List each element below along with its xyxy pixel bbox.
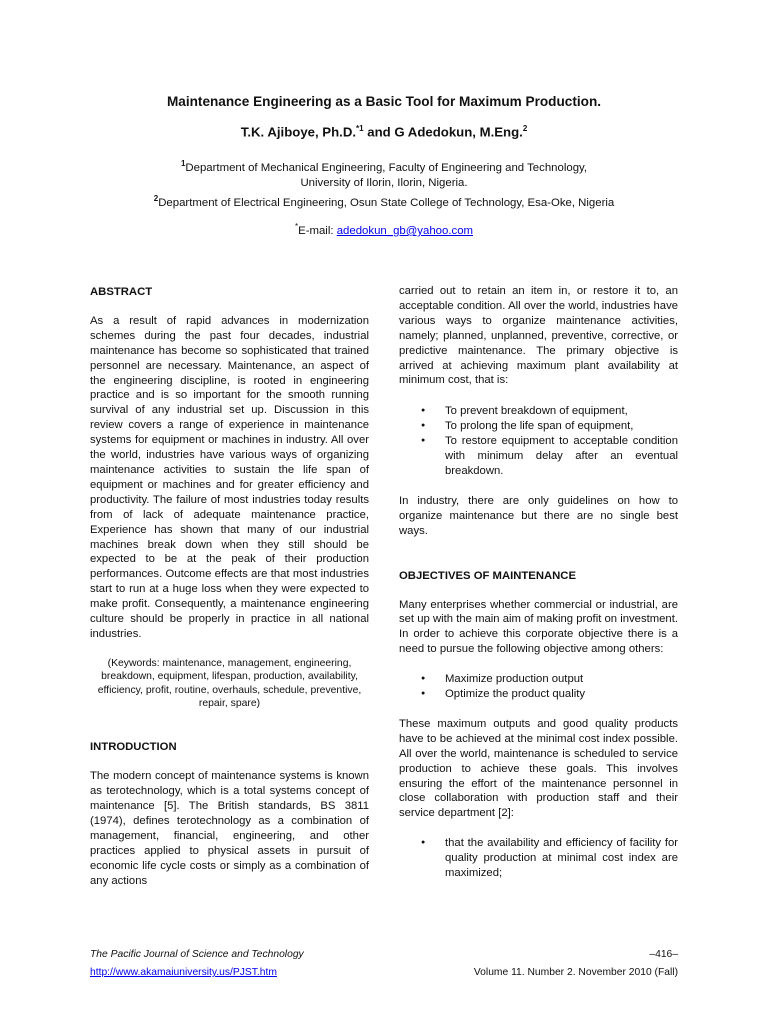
abstract-heading: ABSTRACT xyxy=(90,286,153,298)
list-item: ● Maximize production output xyxy=(399,672,678,687)
right-column xyxy=(399,284,678,881)
author-2-superscript: 2 xyxy=(522,124,528,133)
affiliation-1-line-1: Department of Mechanical Engineering, Faculty of Engineering and Technology, xyxy=(185,161,588,174)
page-number: –416– xyxy=(649,949,678,960)
affiliation-1-line-2: University of Ilorin, Ilorin, Nigeria. xyxy=(300,176,468,189)
affiliation-1-number: 1 xyxy=(180,159,186,168)
affiliation-1 xyxy=(0,156,768,191)
affiliation-2 xyxy=(0,191,768,211)
footer-left xyxy=(90,946,304,982)
author-2-name: G Adedokun, M.Eng. xyxy=(394,124,523,140)
continued-text: carried out to retain an item in, or restore it to, an acceptable condition. All over the world, industries have various ways to organize maintenance activities, namely; planned, unplanned, preventive, corrective, or predictive maintenance. The primary objective is arrived at achieving maximum plant availability at minimum cost, that is: xyxy=(399,285,678,387)
volume-info: Volume 11. Number 2. November 2010 (Fall) xyxy=(473,967,678,978)
email-asterisk: * xyxy=(294,222,299,231)
objectives-text: Many enterprises whether commercial or industrial, are set up with the main aim of making profit on investment. In order to achieve this corporate objective there is a need to pursue the following objective among others: xyxy=(399,598,678,656)
journal-name: The Pacific Journal of Science and Technology xyxy=(90,949,304,960)
email-label: E-mail: xyxy=(298,224,337,237)
keywords: (Keywords: maintenance, management, engineering, breakdown, equipment, lifespan, production, availability, efficiency, profit, routine, overhauls, schedule, preventive, repair, spare) xyxy=(97,657,362,710)
objectives-heading: OBJECTIVES OF MAINTENANCE xyxy=(399,569,576,582)
left-column xyxy=(90,285,369,889)
bullet-list-production xyxy=(399,672,678,702)
list-item: ● To restore equipment to acceptable condition with minimum delay after an eventual breakdown. xyxy=(399,434,678,479)
bullet-list-availability xyxy=(399,836,678,881)
author-connector: and xyxy=(363,124,395,140)
footer-right xyxy=(474,946,678,982)
author-line xyxy=(0,124,768,139)
affiliation-2-line-1: Department of Electrical Engineering, Osun State College of Technology, Esa-Oke, Nigeria xyxy=(158,196,615,209)
outputs-text: These maximum outputs and good quality products have to be achieved at the minimal cost index possible. All over the world, maintenance is scheduled to service production to achieve these goals. This involves ensuring the effort of the maintenance personnel in close collaboration with production staff and their service department [2]: xyxy=(399,717,678,820)
paper-title: Maintenance Engineering as a Basic Tool for Maximum Production. xyxy=(166,94,602,109)
list-item: ● Optimize the product quality xyxy=(399,687,678,702)
list-item: ● To prevent breakdown of equipment, xyxy=(399,404,678,419)
list-item: ● To prolong the life span of equipment, xyxy=(399,419,678,434)
journal-url-link[interactable]: http://www.akamaiuniversity.us/PJST.htm xyxy=(90,967,277,978)
list-item: ● that the availability and efficiency of facility for quality production at minimal cost index are maximized; xyxy=(399,836,678,881)
author-1-name: T.K. Ajiboye, Ph.D. xyxy=(240,124,357,140)
corresponding-email xyxy=(0,222,768,237)
email-link[interactable]: adedokun_gb@yahoo.com xyxy=(336,224,474,237)
author-1-superscript: *1 xyxy=(356,124,364,133)
affiliation-2-number: 2 xyxy=(153,194,159,203)
introduction-heading: INTRODUCTION xyxy=(90,741,177,754)
introduction-text: The modern concept of maintenance systems is known as terotechnology, which is a total systems concept of maintenance [5]. The British standards, BS 3811 (1974), defines terotechnology as a combination of management, financial, engineering, and other practices applied to physical assets in pursuit of economic life cycle costs or simply as a combination of any actions xyxy=(90,770,369,887)
guidelines-text: In industry, there are only guidelines on how to organize maintenance but there are no single best ways. xyxy=(399,494,678,537)
bullet-list-objectives xyxy=(399,404,678,479)
abstract-text: As a result of rapid advances in modernization schemes during the past four decades, industrial maintenance has become so sophisticated that trained personnel are necessary. Maintenance, an aspect of the engineering discipline, is rooted in engineering practice and is so important for the smooth running survival of any industrial set up. Discussion in this review covers a range of experience in maintenance systems for equipment or machines in industry. All over the world, industries have various ways of organizing maintenance activities to sustain the life span of equipment or machines and for greater efficiency and productivity. The failure of most industries today results from of lack of adequate maintenance practice, Experience has shown that many of our industrial machines break down when they still should be expected to be at the peak of their production performances. Outcome effects are that most industries start to run at a huge loss when they were expected to make profit. Consequently, a maintenance engineering culture should be properly in practice in all national industries. xyxy=(90,314,369,640)
